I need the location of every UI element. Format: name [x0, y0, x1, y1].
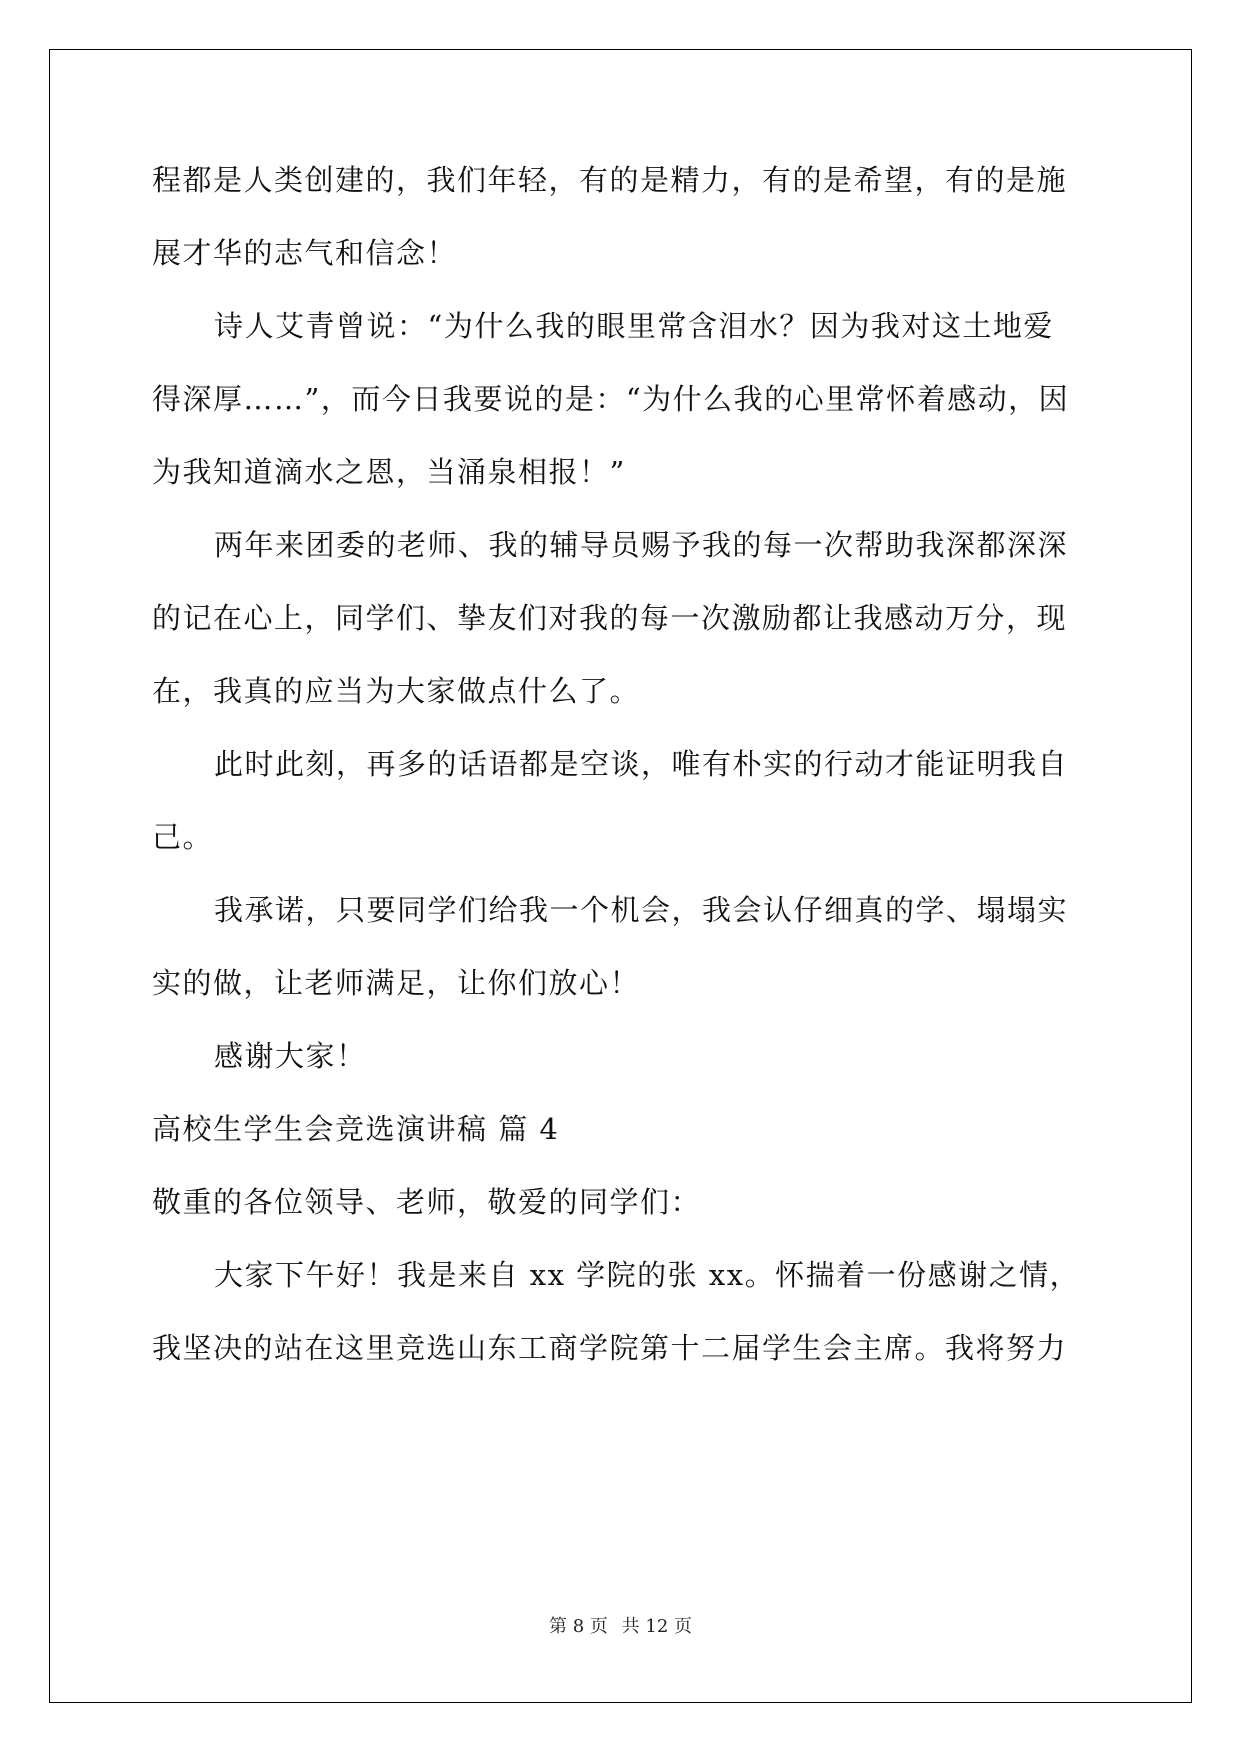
page-border — [49, 49, 1192, 1703]
text-line: 在，我真的应当为大家做点什么了。 — [152, 674, 641, 708]
paragraph-start: 两年来团委的老师、我的辅导员赐予我的每一次帮助我深都深深 — [214, 528, 1069, 562]
text-line: 程都是人类创建的，我们年轻，有的是精力，有的是希望，有的是施 — [152, 163, 1068, 197]
paragraph-start: 我承诺，只要同学们给我一个机会，我会认仔细真的学、塌塌实 — [214, 893, 1069, 927]
page-number: 第 8 页 — [549, 1616, 608, 1637]
page-total: 共 12 页 — [621, 1616, 692, 1637]
section-heading: 高校生学生会竞选演讲稿 篇 4 — [152, 1112, 560, 1146]
text-line: 己。 — [152, 820, 214, 854]
text-line: 为我知道滴水之恩，当涌泉相报！” — [152, 455, 626, 489]
salutation: 敬重的各位领导、老师，敬爱的同学们： — [152, 1185, 702, 1219]
paragraph-start: 此时此刻，再多的话语都是空谈，唯有朴实的行动才能证明我自 — [214, 747, 1069, 781]
page-footer — [0, 1612, 1241, 1638]
paragraph-start: 诗人艾青曾说：“为什么我的眼里常含泪水？因为我对这土地爱 — [214, 309, 1054, 343]
paragraph-start: 感谢大家！ — [214, 1039, 367, 1073]
text-line: 展才华的志气和信念！ — [152, 236, 458, 270]
text-line: 的记在心上，同学们、挚友们对我的每一次激励都让我感动万分，现 — [152, 601, 1068, 635]
text-line: 实的做，让老师满足，让你们放心！ — [152, 966, 641, 1000]
text-line: 得深厚……”，而今日我要说的是：“为什么我的心里常怀着感动，因 — [152, 382, 1070, 416]
text-line: 我坚决的站在这里竞选山东工商学院第十二届学生会主席。我将努力 — [152, 1331, 1068, 1365]
paragraph-start: 大家下午好！我是来自 xx 学院的张 xx。怀揣着一份感谢之情， — [214, 1258, 1081, 1292]
